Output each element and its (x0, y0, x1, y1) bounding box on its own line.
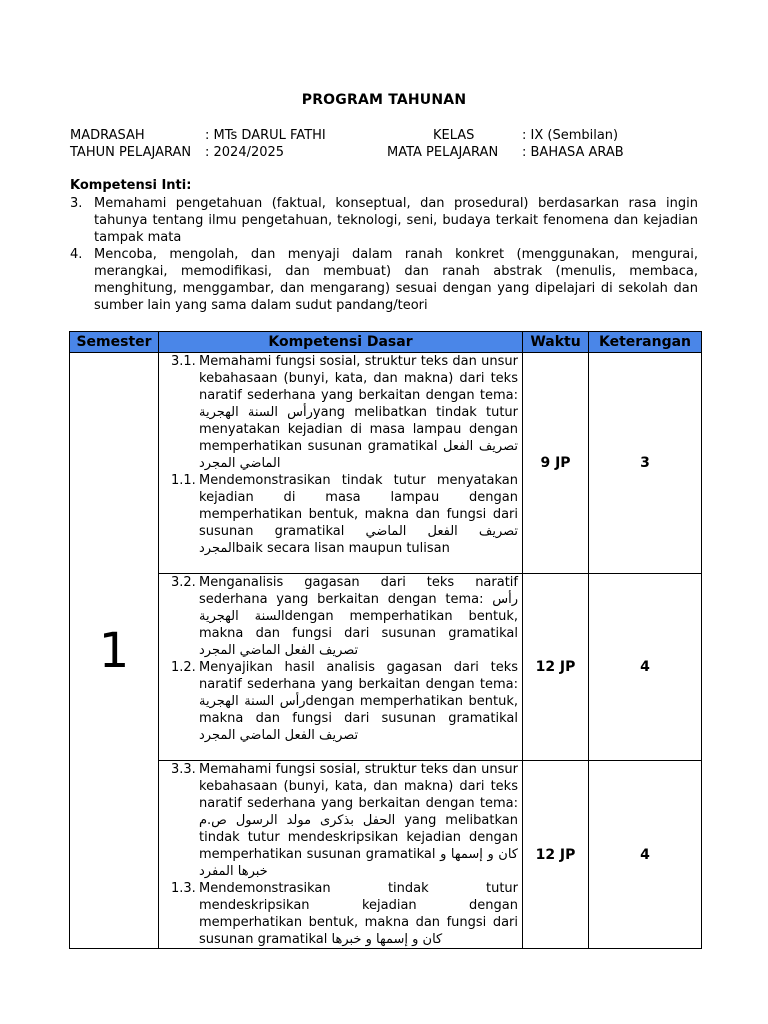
kelas-label: KELAS (433, 128, 475, 143)
ki-number: 3. (70, 196, 83, 211)
kd-number: 3.1. (171, 354, 196, 369)
kd-number: 1.3. (171, 881, 196, 896)
keterangan-cell: 4 (589, 574, 702, 761)
kd-arabic-theme: رأس السنة الهجرية (199, 592, 518, 624)
kd-item (159, 353, 518, 472)
ki-text: Memahami pengetahuan (faktual, konseptual, dan prosedural) berdasarkan rasa ingin tahunya tentang ilmu pengetahuan, teknologi, seni, budaya terkait fenomena dan kejadian tampak mata (94, 196, 698, 245)
table-header-row (70, 332, 702, 353)
table-row (70, 574, 702, 761)
kd-arabic-theme: رأس السنة الهجرية (199, 694, 306, 709)
kd-number: 3.2. (171, 575, 196, 590)
waktu-cell: 12 JP (523, 574, 589, 761)
mapel-value: : BAHASA ARAB (522, 145, 624, 160)
table-row (70, 761, 702, 949)
kd-text-part: Menyajikan hasil analisis gagasan dari teks naratif sederhana yang berkaitan dengan tema: (199, 660, 518, 692)
tahun-label: TAHUN PELAJARAN (70, 145, 192, 160)
kompetensi-inti-heading: Kompetensi Inti: (70, 178, 192, 193)
kd-text-part: Mendemonstrasikan tindak tutur menyatakan kejadian di masa lampau dengan memperhatikan bentuk, makna dan fungsi dari susunan gramatikal (199, 473, 518, 539)
kd-arabic-grammar: تصريف الفعل الماضي المجرد (199, 728, 359, 743)
kd-text (199, 761, 518, 880)
kd-text-part: yang melibatkan tindak tutur menyatakan kejadian di masa lampau dengan memperhatikan susunan gramatikal (199, 405, 519, 454)
kd-item (159, 880, 518, 948)
kd-text-part: yang melibatkan tindak tutur mendeskripsikan kejadian dengan memperhatikan susunan gramatikal (199, 813, 518, 862)
header-keterangan: Keterangan (589, 332, 702, 353)
kd-item (159, 472, 518, 557)
kd-text-part: Mendemonstrasikan tindak tutur mendeskripsikan kejadian dengan memperhatikan bentuk, makna dan fungsi dari susunan gramatikal (199, 881, 518, 947)
kd-arabic-theme: رأس السنة الهجرية (199, 405, 313, 420)
kd-number: 1.2. (171, 660, 196, 675)
kd-text (199, 880, 518, 948)
kd-text (199, 353, 518, 472)
ki-item (70, 246, 698, 314)
kd-cell (159, 761, 523, 949)
keterangan-cell: 3 (589, 353, 702, 574)
madrasah-label: MADRASAH (70, 128, 145, 143)
program-table (69, 331, 702, 949)
kd-text-part: Memahami fungsi sosial, struktur teks dan unsur kebahasaan (bunyi, kata, dan makna) dari teks naratif sederhana yang berkaitan dengan tema: (199, 762, 518, 811)
waktu-cell: 12 JP (523, 761, 589, 949)
kd-number: 1.1. (171, 473, 196, 488)
kd-item (159, 659, 518, 744)
kd-arabic-grammar: تصريف الفعل الماضي المجرد (199, 439, 518, 471)
ki-item (70, 195, 698, 246)
kelas-value: : IX (Sembilan) (522, 128, 619, 143)
header-semester: Semester (70, 332, 159, 353)
kd-text-part: Menganalisis gagasan dari teks naratif sederhana yang berkaitan dengan tema: (199, 575, 518, 607)
kd-item (159, 761, 518, 880)
header-waktu: Waktu (523, 332, 589, 353)
ki-text: Mencoba, mengolah, dan menyaji dalam ranah konkret (menggunakan, mengurai, merangkai, memodifikasi, dan membuat) dan ranah abstrak (menulis, membaca, menghitung, menggambar, dan mengarang) sesuai dengan yang dipelajari di sekolah dan sumber lain yang sama dalam sudut pandang/teori (94, 247, 698, 313)
kd-arabic-grammar: كان و إسمها و خبرها المفرد (199, 847, 518, 879)
kd-text (199, 659, 518, 744)
kd-cell (159, 353, 523, 574)
mapel-label: MATA PELAJARAN (387, 145, 499, 160)
kd-text-part: dengan memperhatikan bentuk, makna dan fungsi dari susunan gramatikal (199, 609, 518, 641)
kd-text (199, 472, 518, 557)
kompetensi-inti-list (70, 195, 698, 314)
kd-text (199, 574, 518, 659)
kd-text-part: Memahami fungsi sosial, struktur teks dan unsur kebahasaan (bunyi, kata, dan makna) dari teks naratif sederhana yang berkaitan dengan tema: (199, 354, 518, 403)
kd-cell (159, 574, 523, 761)
madrasah-value: : MTs DARUL FATHI (205, 128, 326, 143)
ki-number: 4. (70, 247, 83, 262)
keterangan-cell: 4 (589, 761, 702, 949)
kd-item (159, 574, 518, 659)
kd-arabic-grammar: تصريف الفعل الماضي المجرد (199, 524, 519, 556)
kd-text-part: baik secara lisan maupun tulisan (235, 541, 450, 556)
table-row (70, 353, 702, 574)
semester-cell: 1 (70, 353, 159, 949)
waktu-cell: 9 JP (523, 353, 589, 574)
kd-number: 3.3. (171, 762, 196, 777)
kd-arabic-theme: الحفل بذكرى مولد الرسول ص.م (199, 813, 396, 828)
header-kompetensi-dasar: Kompetensi Dasar (159, 332, 523, 353)
kd-arabic-grammar: تصريف الفعل الماضي المجرد (199, 643, 359, 658)
kd-text-part: dengan memperhatikan bentuk, makna dan fungsi dari susunan gramatikal (199, 694, 518, 726)
tahun-value: : 2024/2025 (205, 145, 285, 160)
kd-arabic-grammar: كان و إسمها و خبرها (331, 932, 443, 947)
page-title: PROGRAM TAHUNAN (301, 92, 467, 108)
